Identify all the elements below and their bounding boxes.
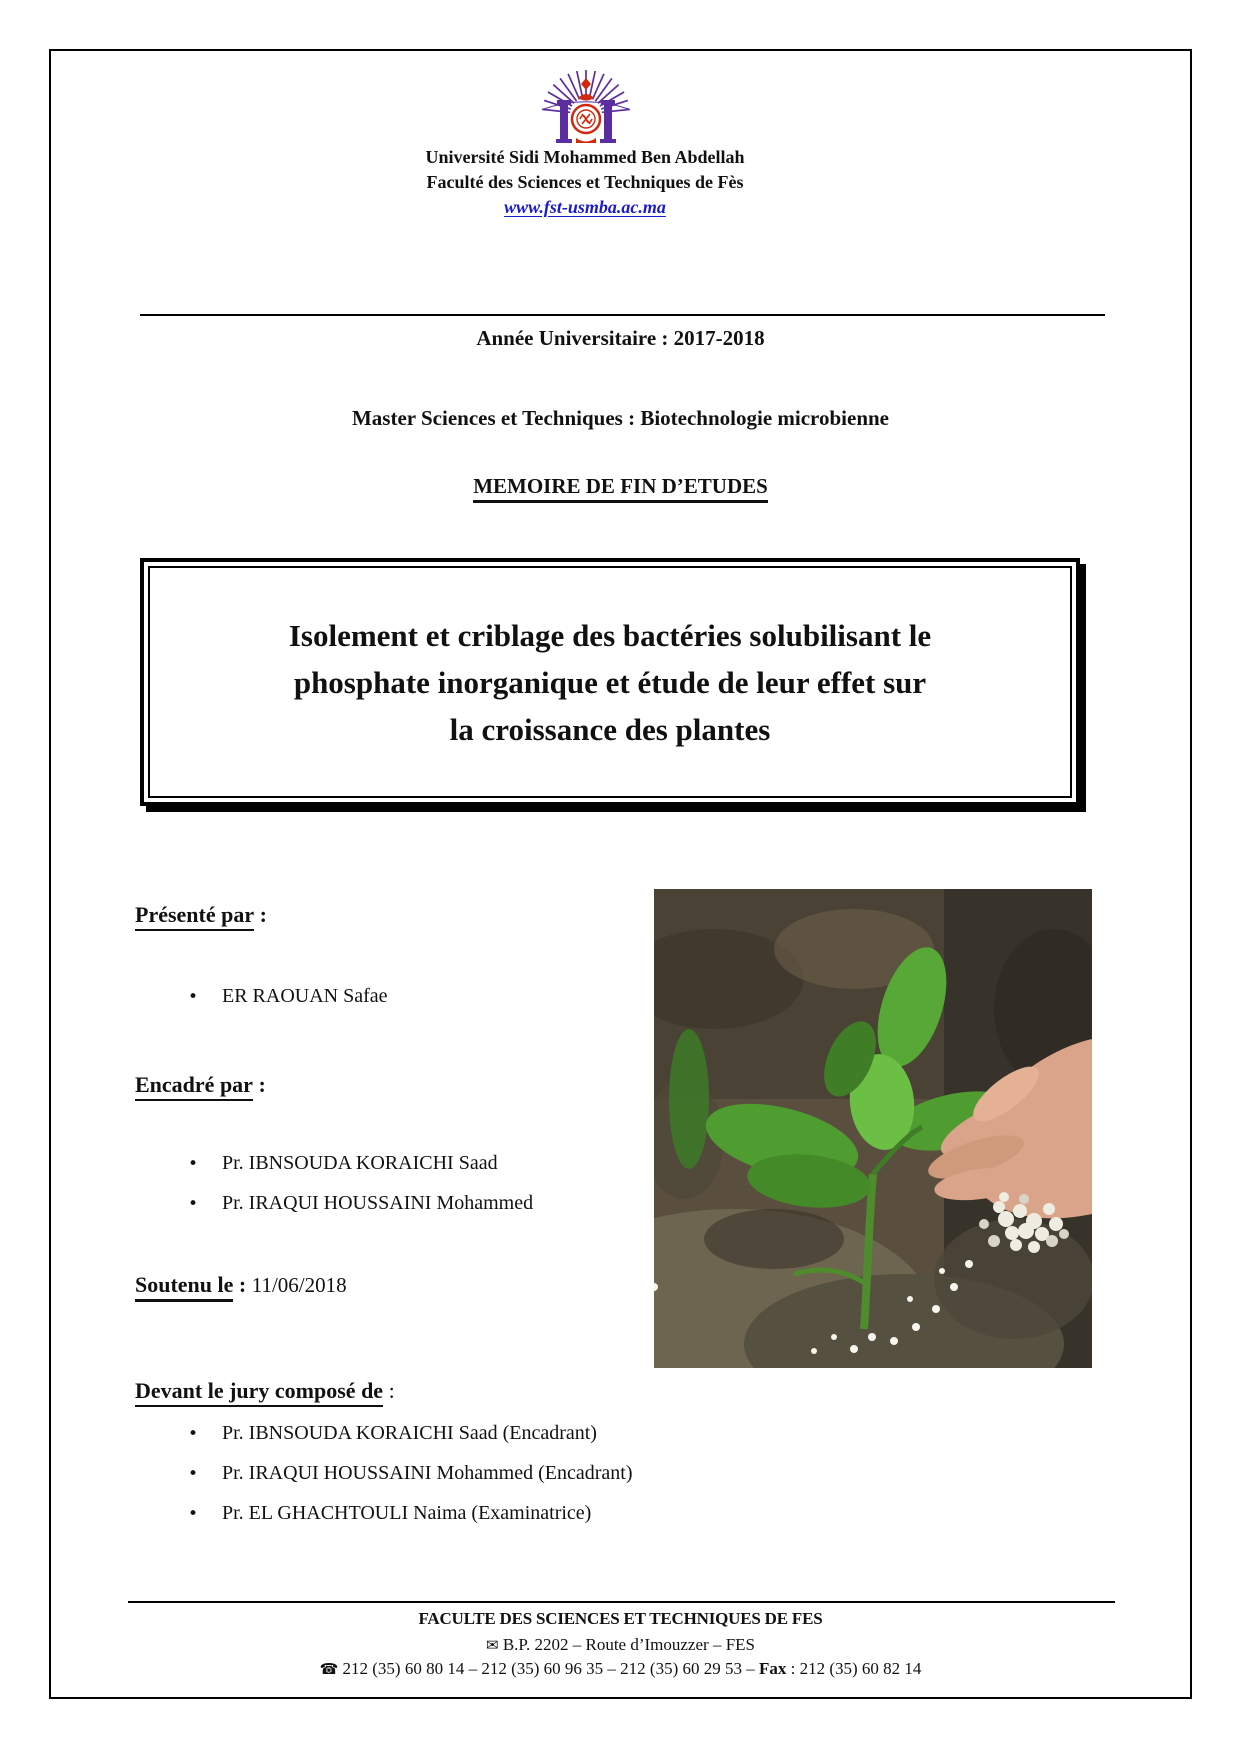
program-name: Master Sciences et Techniques : Biotechnologie microbienne xyxy=(351,406,890,430)
student-name: ER RAOUAN Safae xyxy=(222,985,388,1007)
presented-by-heading xyxy=(135,902,267,931)
list-item xyxy=(188,1152,498,1175)
jury-member: Pr. IRAQUI HOUSSAINI Mohammed (Encadrant) xyxy=(222,1462,633,1484)
footer-address-line xyxy=(49,1633,1192,1657)
logo-medallion xyxy=(572,78,600,143)
bullet-icon: • xyxy=(188,1424,199,1444)
footer-fax-value: : 212 (35) 60 82 14 xyxy=(786,1659,922,1678)
list-item xyxy=(188,985,388,1008)
website-link[interactable]: www.fst-usmba.ac.ma xyxy=(504,197,666,217)
defense-date-line xyxy=(135,1272,347,1302)
page-border-frame xyxy=(49,49,1192,1699)
supervised-by-heading xyxy=(135,1072,266,1101)
thesis-title-line-3: la croissance des plantes xyxy=(449,711,771,747)
list-item xyxy=(188,1462,633,1485)
bullet-icon: • xyxy=(188,1464,199,1484)
thesis-title-inner-border xyxy=(148,566,1072,798)
presented-by-label: Présenté par xyxy=(135,902,254,931)
jury-colon: : xyxy=(383,1378,395,1403)
bullet-icon: • xyxy=(188,1504,199,1524)
document-type-text: MEMOIRE DE FIN D’ETUDES xyxy=(473,474,768,503)
footer-divider xyxy=(128,1601,1115,1603)
thesis-title-box xyxy=(140,558,1080,806)
defense-date-colon: : xyxy=(233,1272,252,1297)
header-block xyxy=(180,145,990,220)
jury-member: Pr. EL GHACHTOULI Naima (Examinatrice) xyxy=(222,1502,592,1524)
list-item xyxy=(188,1422,597,1445)
cover-photo xyxy=(654,889,1092,1368)
bullet-icon: • xyxy=(188,1194,199,1214)
footer-address: B.P. 2202 – Route d’Imouzzer – FES xyxy=(502,1635,755,1654)
jury-label: Devant le jury composé de xyxy=(135,1378,383,1407)
document-type xyxy=(49,474,1192,503)
phone-icon: ☎ xyxy=(319,1660,339,1678)
footer-faculty: FACULTE DES SCIENCES ET TECHNIQUES DE FES xyxy=(418,1609,823,1628)
jury-heading xyxy=(135,1378,395,1407)
mail-icon: ✉ xyxy=(486,1636,499,1654)
bullet-icon: • xyxy=(188,987,199,1007)
list-item xyxy=(188,1502,591,1525)
presented-by-colon: : xyxy=(254,902,267,927)
thesis-title-line-1: Isolement et criblage des bactéries solubilisant le xyxy=(288,617,932,653)
supervised-by-label: Encadré par xyxy=(135,1072,253,1101)
faculty-name: Faculté des Sciences et Techniques de Fès xyxy=(426,172,744,192)
footer-phone-line xyxy=(49,1657,1192,1681)
thesis-title-line-2: phosphate inorganique et étude de leur effet sur xyxy=(293,664,927,700)
supervisor-name: Pr. IBNSOUDA KORAICHI Saad xyxy=(222,1152,498,1174)
defense-date-value: 11/06/2018 xyxy=(251,1273,347,1297)
university-name: Université Sidi Mohammed Ben Abdellah xyxy=(425,147,745,167)
jury-member: Pr. IBNSOUDA KORAICHI Saad (Encadrant) xyxy=(222,1422,597,1444)
header-divider xyxy=(140,314,1105,316)
footer-phones: 212 (35) 60 80 14 – 212 (35) 60 96 35 – 212 (35) 60 29 53 – xyxy=(342,1659,759,1678)
footer-fax-label: Fax xyxy=(758,1659,787,1678)
academic-year: Année Universitaire : 2017-2018 xyxy=(476,326,765,350)
defense-date-label: Soutenu le xyxy=(135,1272,233,1302)
list-item xyxy=(188,1192,533,1215)
supervisor-name: Pr. IRAQUI HOUSSAINI Mohammed xyxy=(222,1192,534,1214)
university-logo-icon xyxy=(532,54,640,146)
bullet-icon: • xyxy=(188,1154,199,1174)
supervised-by-colon: : xyxy=(252,1072,266,1097)
